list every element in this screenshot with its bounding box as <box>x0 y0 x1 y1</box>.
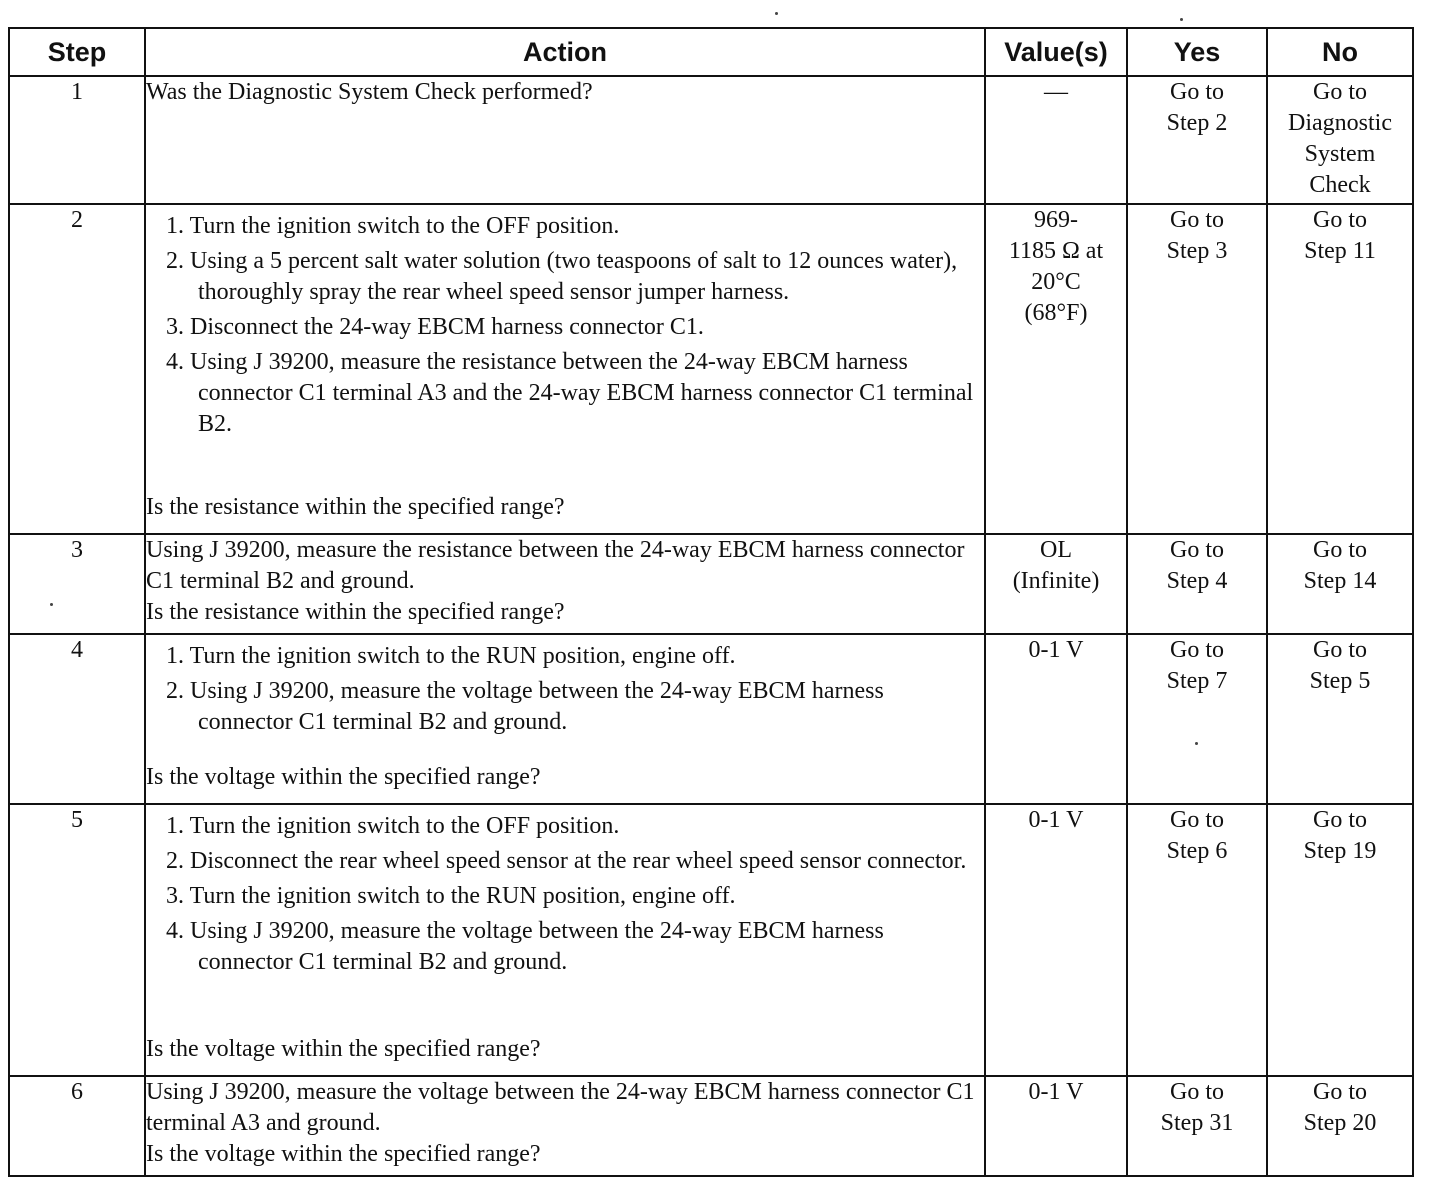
step-number: 4 <box>9 634 145 804</box>
scan-speck <box>775 12 778 15</box>
yes-cell: Go to Step 2 <box>1127 76 1267 204</box>
step-number: 5 <box>9 804 145 1076</box>
action-step-item: 3. Disconnect the 24-way EBCM harness connector C1. <box>166 314 704 340</box>
action-cell <box>145 76 985 204</box>
table-row <box>9 634 1413 804</box>
table-row <box>9 804 1413 1076</box>
action-question: Is the resistance within the specified range? <box>146 599 565 625</box>
header-action: Action <box>145 28 985 76</box>
header-row <box>9 28 1413 76</box>
step-number: 6 <box>9 1076 145 1176</box>
scan-speck <box>1180 18 1183 21</box>
action-cell <box>145 804 985 1076</box>
action-step-item: 2. Using a 5 percent salt water solution (two teaspoons of salt to 12 ounces water), thoroughly spray the rear wheel speed sensor jumper harness. <box>166 248 958 305</box>
action-step-item: 2. Disconnect the rear wheel speed sensor at the rear wheel speed sensor connector. <box>166 848 967 874</box>
header-step: Step <box>9 28 145 76</box>
value-cell: OL (Infinite) <box>985 534 1127 634</box>
no-cell: Go to Step 14 <box>1267 534 1413 634</box>
value-cell: 0-1 V <box>985 1076 1127 1176</box>
table-row <box>9 76 1413 204</box>
no-cell: Go to Step 19 <box>1267 804 1413 1076</box>
action-steps-list <box>146 811 984 978</box>
yes-cell: Go to Step 4 <box>1127 534 1267 634</box>
value-cell: 969- 1185 Ω at 20°C (68°F) <box>985 204 1127 534</box>
scan-speck <box>50 603 53 606</box>
action-intro: Using J 39200, measure the voltage between the 24-way EBCM harness connector C1 terminal A3 and ground. <box>146 1079 975 1136</box>
action-question: Is the voltage within the specified range? <box>146 1036 541 1062</box>
action-step-item: 4. Using J 39200, measure the voltage between the 24-way EBCM harness connector C1 terminal B2 and ground. <box>166 918 884 975</box>
action-cell <box>145 634 985 804</box>
step-number: 2 <box>9 204 145 534</box>
header-yes: Yes <box>1127 28 1267 76</box>
diagnostic-table-sheet <box>8 27 1412 1177</box>
step-number: 3 <box>9 534 145 634</box>
action-step-item: 2. Using J 39200, measure the voltage between the 24-way EBCM harness connector C1 terminal B2 and ground. <box>166 678 884 735</box>
table-body <box>9 76 1413 1176</box>
yes-cell: Go to Step 7 <box>1127 634 1267 804</box>
header-values: Value(s) <box>985 28 1127 76</box>
yes-cell: Go to Step 31 <box>1127 1076 1267 1176</box>
yes-cell: Go to Step 6 <box>1127 804 1267 1076</box>
action-steps-list <box>146 211 984 440</box>
action-cell <box>145 1076 985 1176</box>
action-question: Is the voltage within the specified range? <box>146 764 541 790</box>
action-step-item: 1. Turn the ignition switch to the RUN position, engine off. <box>166 643 736 669</box>
table-row <box>9 534 1413 634</box>
diagnostic-table <box>8 27 1414 1177</box>
no-cell: Go to Diagnostic System Check <box>1267 76 1413 204</box>
yes-cell: Go to Step 3 <box>1127 204 1267 534</box>
value-cell: — <box>985 76 1127 204</box>
action-cell <box>145 204 985 534</box>
header-no: No <box>1267 28 1413 76</box>
action-intro: Using J 39200, measure the resistance between the 24-way EBCM harness connector C1 terminal B2 and ground. <box>146 537 965 594</box>
action-step-item: 4. Using J 39200, measure the resistance between the 24-way EBCM harness connector C1 terminal A3 and the 24-way EBCM harness connector C1 terminal B2. <box>166 349 974 437</box>
action-intro: Was the Diagnostic System Check performed? <box>146 79 593 105</box>
table-row <box>9 1076 1413 1176</box>
action-cell <box>145 534 985 634</box>
no-cell: Go to Step 20 <box>1267 1076 1413 1176</box>
scan-speck <box>1195 742 1198 745</box>
table-row <box>9 204 1413 534</box>
action-step-item: 1. Turn the ignition switch to the OFF position. <box>166 813 620 839</box>
no-cell: Go to Step 5 <box>1267 634 1413 804</box>
no-cell: Go to Step 11 <box>1267 204 1413 534</box>
action-question: Is the resistance within the specified range? <box>146 494 565 520</box>
step-number: 1 <box>9 76 145 204</box>
action-question: Is the voltage within the specified range? <box>146 1141 541 1167</box>
action-steps-list <box>146 641 984 738</box>
value-cell: 0-1 V <box>985 634 1127 804</box>
action-step-item: 1. Turn the ignition switch to the OFF position. <box>166 213 620 239</box>
value-cell: 0-1 V <box>985 804 1127 1076</box>
action-step-item: 3. Turn the ignition switch to the RUN position, engine off. <box>166 883 736 909</box>
